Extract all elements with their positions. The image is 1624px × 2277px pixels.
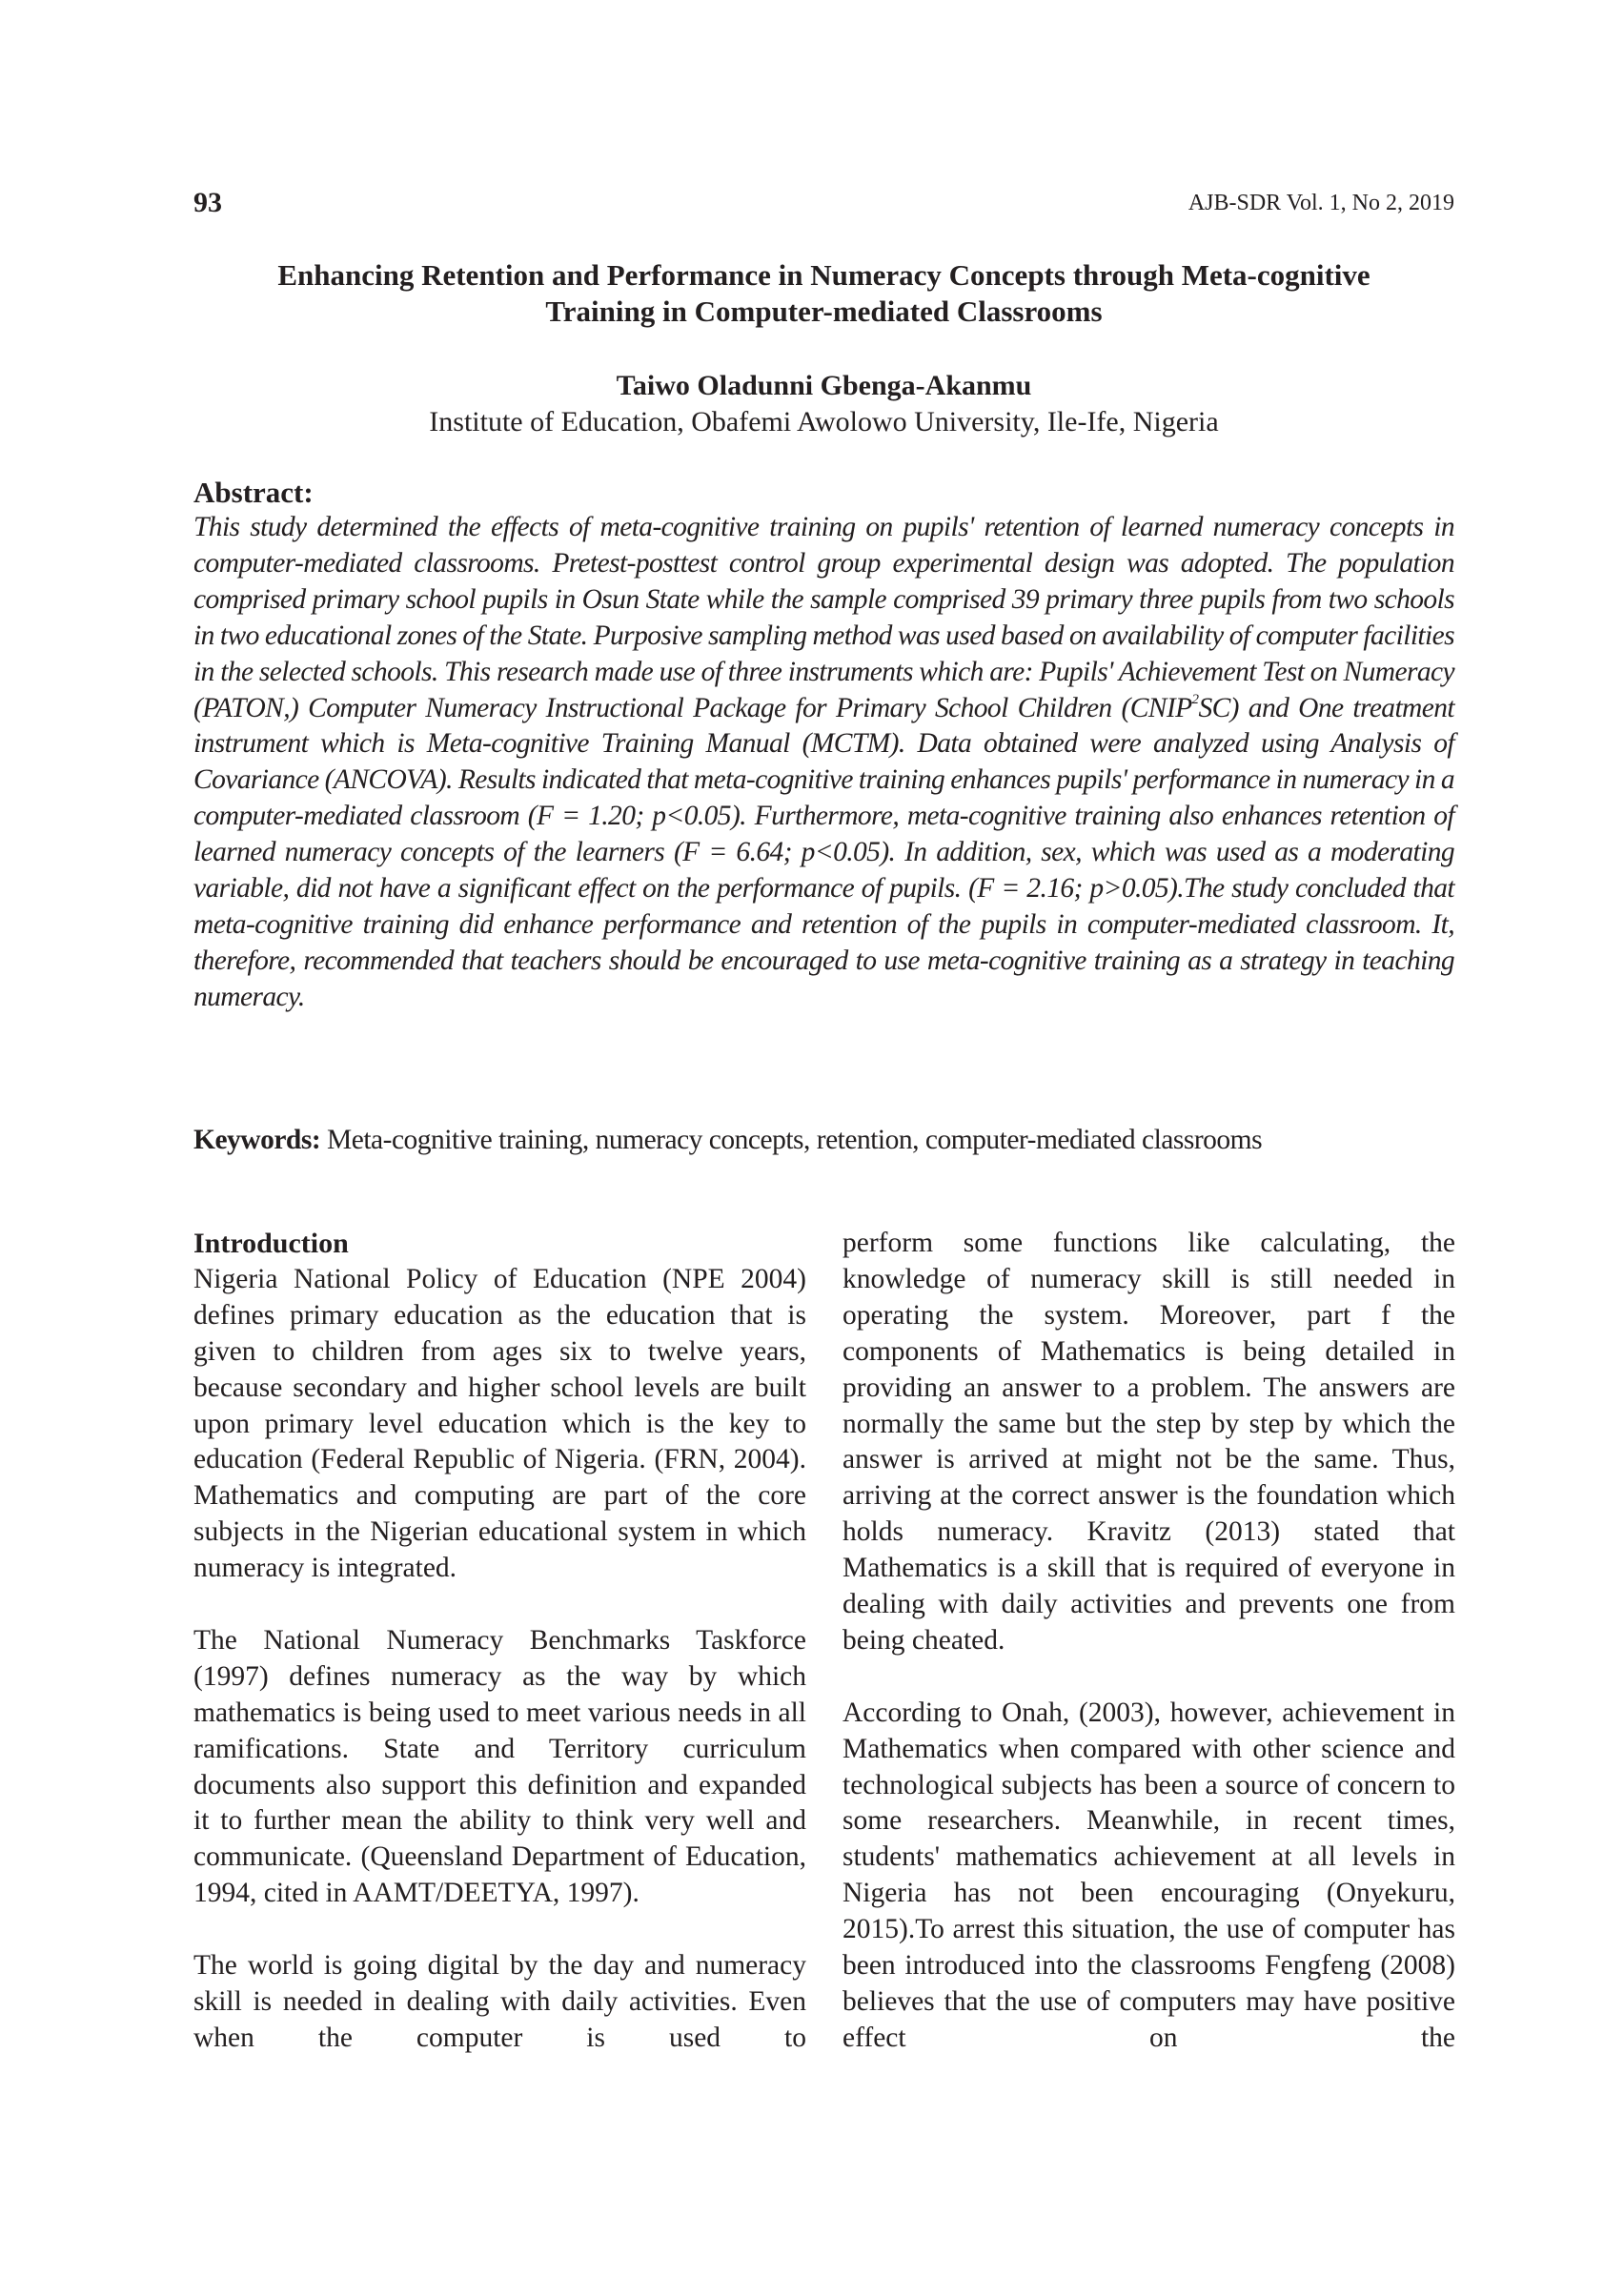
article-title-line-2: Training in Computer-mediated Classrooms [545, 295, 1103, 328]
page-number: 93 [193, 187, 222, 218]
abstract-text-part-1: This study determined the effects of meta-cognitive training on pupils' retention of learned numeracy concepts in computer-mediated classrooms. Pretest-posttest control group experimental design was adopted. The population comprised primary school pupils in Osun State while the sample comprised 39 primary three pupils from two schools in two educational zones of the State. Purposive sampling method was used based on availability of computer facilities in the selected schools. This research made use of three instruments which are: Pupils' Achievement Test on Numeracy (PATON,) Computer Numeracy Instructional Package for Primary School Children (CNIP [193, 512, 1454, 723]
body-paragraph: Nigeria National Policy of Education (NPE 2004) defines primary education as the education that is given to children from ages six to twelve years, because secondary and higher school levels are built upon primary level education which is the key to education (Federal Republic of Nigeria. (FRN, 2004). Mathematics and computing are part of the core subjects in the Nigerian educational system in which numeracy is integrated. [193, 1263, 806, 1584]
body-paragraph: The world is going digital by the day and numeracy skill is needed in dealing with daily activities. Even when the computer is used to [193, 1950, 806, 2053]
body-paragraph: The National Numeracy Benchmarks Taskforce (1997) defines numeracy as the way by which mathematics is being used to meet various needs in all ramifications. State and Territory curriculum documents also support this definition and expanded it to further mean the ability to think very well and communicate. (Queensland Department of Education, 1994, cited in AAMT/DEETYA, 1997). [193, 1624, 806, 1909]
abstract-text [193, 510, 1454, 1016]
abstract-superscript: 2 [1191, 691, 1199, 707]
body-column-left [193, 1226, 806, 2057]
author-affiliation: Institute of Education, Obafemi Awolowo University, Ile-Ife, Nigeria [429, 406, 1219, 437]
article-title [193, 257, 1454, 330]
abstract-heading: Abstract: [193, 476, 314, 509]
abstract-text-part-2: SC) and One treatment instrument which is Meta-cognitive Training Manual (MCTM). Data obtained were analyzed using Analysis of Covariance (ANCOVA). Results indicated that meta-cognitive training enhances pupils' performance in numeracy in a computer-mediated classroom (F = 1.20; p<0.05). Furthermore, meta-cognitive training also enhances retention of learned numeracy concepts of the learners (F = 6.64; p<0.05). In addition, sex, which was used as a moderating variable, did not have a significant effect on the performance of pupils. (F = 2.16; p>0.05).The study concluded that meta-cognitive training did enhance performance and retention of the pupils in computer-mediated classroom. It, therefore, recommended that teachers should be encouraged to use meta-cognitive training as a strategy in teaching numeracy. [193, 692, 1454, 1012]
keywords [193, 1122, 1454, 1158]
keywords-label: Keywords: [193, 1125, 321, 1155]
body-paragraph: According to Onah, (2003), however, achievement in Mathematics when compared with other science and technological subjects has been a source of concern to some researchers. Meanwhile, in recent times, students' mathematics achievement at all levels in Nigeria has not been encouraging (Onyekuru, 2015).To arrest this situation, the use of computer has been introduced into the classrooms Fengfeng (2008) believes that the use of computers may have positive effect on the [842, 1697, 1455, 2053]
body-column-right [842, 1226, 1455, 2057]
keywords-text: Meta-cognitive training, numeracy concepts, retention, computer-mediated classrooms [320, 1125, 1263, 1155]
body-paragraph: perform some functions like calculating, the knowledge of numeracy skill is still needed in operating the system. Moreover, part f the components of Mathematics is being detailed in providing an answer to a problem. The answers are normally the same but the step by step by which the answer is arrived at might not be the same. Thus, arriving at the correct answer is the foundation which holds numeracy. Kravitz (2013) stated that Mathematics is a skill that is required of everyone in dealing with daily activities and prevents one from being cheated. [842, 1228, 1455, 1656]
journal-reference: AJB-SDR Vol. 1, No 2, 2019 [1188, 191, 1454, 215]
author-name: Taiwo Oladunni Gbenga-Akanmu [616, 370, 1032, 401]
section-heading-introduction: Introduction [193, 1228, 349, 1259]
running-header [193, 187, 1454, 221]
article-title-line-1: Enhancing Retention and Performance in Numeracy Concepts through Meta-cognitive [277, 258, 1370, 292]
